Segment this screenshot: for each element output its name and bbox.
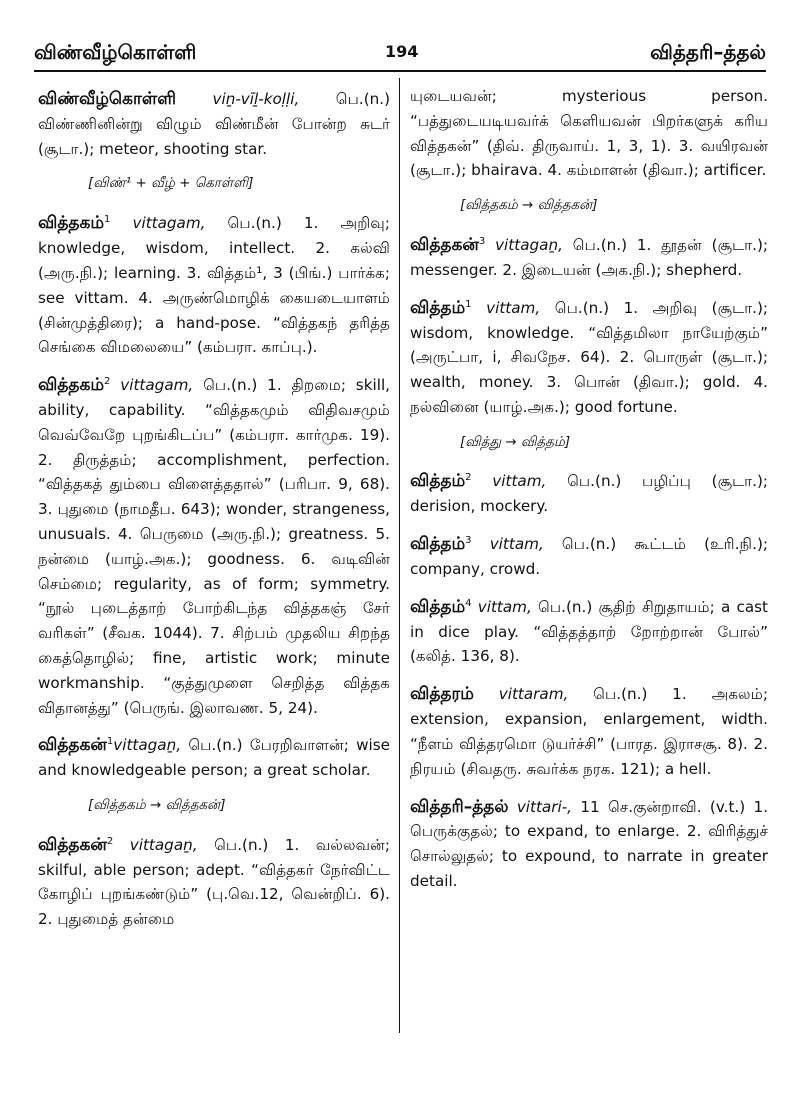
dictionary-entry <box>38 208 390 360</box>
transliteration: vittagaṉ, <box>113 835 198 854</box>
homonym-number: 2 <box>465 472 472 484</box>
transliteration: vittam, <box>471 597 532 616</box>
etymology: [விண்¹ + வீழ் + கொள்ளி] <box>88 175 254 192</box>
homonym-number: 1 <box>104 214 111 226</box>
homonym-number: 2 <box>104 376 111 388</box>
headword: வித்தம் <box>410 297 466 318</box>
transliteration: viṉ-vīḻ-koḷḷi, <box>176 90 300 109</box>
transliteration: vittari-, <box>508 797 573 816</box>
transliteration: vittagaṉ, <box>113 736 182 755</box>
headword: வித்தம் <box>410 471 466 492</box>
definition: பெ.(n.) விண்ணினின்று விழும் விண்மீன் போன்ற சுடர் (சூடா.); meteor, shooting star. <box>38 90 391 158</box>
transliteration: vittaram, <box>473 685 569 704</box>
transliteration: vittam, <box>471 298 541 317</box>
headword: வித்தகம் <box>38 213 105 234</box>
definition: பெ.(n.) 1. அறிவு (சூடா.); wisdom, knowledge. “வித்தமிலா நாயேற்கும்” (அருட்பா, i, சிவநேச. 64). 2. பொருள் (சூடா.); wealth, money. 3. பொன் (திவா.); gold. 4. நல்வினை (யாழ்.அக.); good fortune. <box>410 298 769 416</box>
dictionary-entry <box>410 529 768 582</box>
definition: பெ.(n.) 1. திறமை; skill, ability, capability. “வித்தகமும் விதிவசமும் வெவ்வேறே புறங்கிடப்ப” (கம்பரா. கார்முக. 19). 2. திருத்தம்; accomplishment, perfection. “வித்தகத் தும்பை விளைத்ததால்” (பரிபா. 9, 68). 3. புதுமை (நாமதீப. 643); wonder, strangeness, unusuals. 4. பெருமை (அரு.நி.); greatness. 5. நன்மை (யாழ்.அக.); goodness. 6. வடிவின் செம்மை; regularity, as of form; symmetry. “நூல் புடைத்தாற் போற்கிடந்த வித்தகஞ் சேர் வரிகள்” (சீவக. 1044). 7. சிற்பம் முதலிய சிறந்த கைத்தொழில்; fine, artistic work; minute workmanship. “குத்துமுளை செறித்த வித்தக விதானத்து” (பெருங். இலாவண. 5, 24). <box>38 376 390 717</box>
column-divider <box>399 78 400 1033</box>
transliteration: vittagam, <box>110 376 194 395</box>
headword: வித்தரி–த்தல் <box>410 796 509 817</box>
dictionary-entry <box>410 466 768 519</box>
dictionary-entry <box>38 84 390 161</box>
page-header <box>0 0 800 78</box>
definition: யுடையவன்; mysterious person. “பத்துடையடியவர்க் கெளியவன் பிறர்களுக் கரிய வித்தகன்” (திவ். திருவாய். 1, 3, 1). 3. வயிரவன் (சூடா.); bhairava. 4. கம்மாளன் (திவா.); artificer. <box>410 87 768 180</box>
definition: பெ.(n.) சூதிற் சிறுதாயம்; a cast in dice play. “வித்தத்தாற் றோற்றான் போல்” (கலித். 136, 8). <box>410 597 768 666</box>
definition: பெ.(n.) 1. தூதன் (சூடா.); messenger. 2. இடையன் (அக.நி.); shepherd. <box>410 236 768 279</box>
header-right-guide-word: வித்தரி–த்தல் <box>650 40 766 64</box>
etymology: [வித்தகம் → வித்தகன்] <box>460 197 598 214</box>
homonym-number: 4 <box>465 597 472 609</box>
page-number: 194 <box>385 42 419 61</box>
headword: வித்தரம் <box>410 684 474 705</box>
transliteration: vittagam, <box>110 214 206 233</box>
dictionary-entry <box>410 230 768 283</box>
headword: வித்தகம் <box>38 375 105 396</box>
dictionary-entry <box>410 679 768 781</box>
etymology: [வித்தகம் → வித்தகன்] <box>88 796 226 813</box>
headword: வித்தம் <box>410 534 466 555</box>
definition: பெ.(n.) பழிப்பு (சூடா.); derision, mockery. <box>410 472 768 516</box>
etymology: [வித்து → வித்தம்] <box>460 433 571 450</box>
homonym-number: 3 <box>478 235 486 247</box>
dictionary-entry <box>38 370 390 720</box>
headword: வித்தம் <box>410 596 466 617</box>
headword: விண்வீழ்கொள்ளி <box>38 89 177 110</box>
headword: வித்தகன் <box>38 834 107 855</box>
dictionary-entry <box>410 592 768 669</box>
dictionary-entry <box>38 830 390 932</box>
dictionary-entry <box>410 792 768 894</box>
transliteration: vittagaṉ, <box>485 236 563 255</box>
header-left-guide-word: விண்வீழ்கொள்ளி <box>34 40 197 64</box>
homonym-number: 1 <box>465 298 472 310</box>
transliteration: vittam, <box>471 535 544 554</box>
homonym-number: 2 <box>106 835 114 847</box>
right-column <box>410 84 768 904</box>
dictionary-entry <box>38 730 390 783</box>
dictionary-entry-continued <box>410 84 768 183</box>
transliteration: vittam, <box>471 472 547 491</box>
definition: பெ.(n.) பேரறிவாளன்; wise and knowledgeable person; a great scholar. <box>38 736 391 780</box>
headword: வித்தகன் <box>410 235 479 256</box>
left-column <box>38 84 390 942</box>
dictionary-entry <box>410 293 768 420</box>
headword: வித்தகன் <box>38 735 107 756</box>
definition: பெ.(n.) கூட்டம் (உரி.நி.); company, crowd. <box>410 535 769 578</box>
definition: பெ.(n.) 1. வல்லவன்; skilful, able person; adept. “வித்தகர் நேர்விட்ட கோழிப் புறங்கண்டும்” (பு.வெ.12, வென்றிப். 6). 2. புதுமைத் தன்மை <box>38 835 390 929</box>
homonym-number: 3 <box>465 535 472 547</box>
definition: பெ.(n.) 1. அறிவு; knowledge, wisdom, intellect. 2. கல்வி (அரு.நி.); learning. 3. வித்தம்¹, 3 (பிங்.) பார்க்க; see vittam. 4. அருண்மொழிக் கையடையாளம் (சின்முத்திரை); a hand-pose. “வித்தகந் தரித்த செங்கை விமலையை” (கம்பரா. காப்பு.). <box>38 214 391 357</box>
header-rule <box>34 70 766 72</box>
homonym-number: 1 <box>106 736 114 748</box>
definition: பெ.(n.) 1. அகலம்; extension, expansion, enlargement, width. “நீளம் வித்தரமொ டுயர்ச்சி” (பாரத. இராசசூ. 8). 2. நிரயம் (சிவதரு. சுவர்க்க நரக. 121); a hell. <box>410 685 768 778</box>
definition: 11 செ.குன்றாவி. (v.t.) 1. பெருக்குதல்; to expand, to enlarge. 2. விரித்துச் சொல்லுதல்; to expound, to narrate in greater detail. <box>410 797 769 890</box>
